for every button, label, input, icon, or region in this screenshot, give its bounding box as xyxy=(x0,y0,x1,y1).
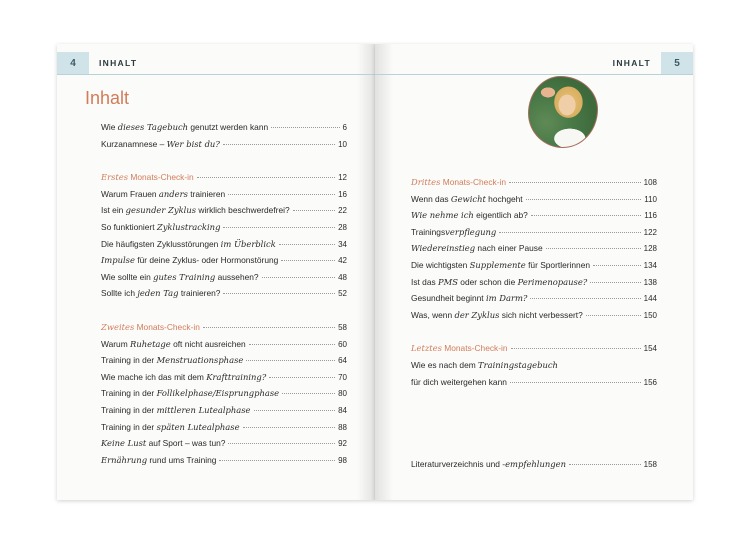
entry-script-text: Erstes xyxy=(101,172,129,183)
entry-script-text: Trainingstagebuch xyxy=(478,359,558,370)
entry-page-number: 52 xyxy=(338,289,347,299)
entry-text: Wie sollte ein xyxy=(101,271,154,282)
dot-leader xyxy=(526,199,642,200)
entry-title xyxy=(101,236,276,253)
entry-text: trainieren xyxy=(187,188,226,199)
entry-title xyxy=(101,385,279,402)
toc-entry[interactable] xyxy=(101,285,347,302)
section-gap xyxy=(101,302,347,319)
entry-text: Warum Frauen xyxy=(101,188,159,199)
toc-entry[interactable] xyxy=(101,352,347,369)
toc-entry[interactable] xyxy=(411,224,657,241)
entry-text: für dich weitergehen kann xyxy=(411,376,507,387)
dot-leader xyxy=(228,443,335,444)
entry-title xyxy=(101,452,216,469)
entry-text: hochgeht xyxy=(485,193,523,204)
toc-entry[interactable] xyxy=(101,236,347,253)
toc-entry[interactable] xyxy=(411,207,657,224)
entry-text: für deine Zyklus- oder Hormonstörung xyxy=(134,255,279,266)
entry-text: Training in der xyxy=(101,388,157,399)
entry-title xyxy=(101,186,225,203)
entry-page-number: 122 xyxy=(643,227,657,237)
entry-title xyxy=(411,357,558,374)
entry-text: Trainings xyxy=(411,226,446,237)
toc-entry[interactable] xyxy=(101,385,347,402)
entry-title xyxy=(101,119,268,136)
entry-text: für Sportlerinnen xyxy=(525,259,591,270)
toc-entry[interactable] xyxy=(101,336,347,353)
gutter-shadow xyxy=(375,44,393,500)
toc-entry[interactable] xyxy=(101,402,347,419)
toc-list xyxy=(411,174,657,390)
entry-script-text: der Zyklus xyxy=(454,309,500,320)
entry-text: So funktioniert xyxy=(101,221,157,232)
dot-leader xyxy=(593,265,641,266)
entry-script-text: Follikelphase/Eisprungphase xyxy=(156,388,280,399)
entry-title xyxy=(411,174,506,191)
left-page xyxy=(57,44,375,500)
entry-page-number: 138 xyxy=(643,277,657,287)
entry-script-text: Ruhetage xyxy=(130,338,171,349)
entry-script-text: im Überblick xyxy=(220,238,276,249)
entry-script-text: Wiedereinstieg xyxy=(411,243,476,254)
entry-script-text: Impulse xyxy=(101,255,135,266)
entry-page-number: 92 xyxy=(338,439,347,449)
dot-leader xyxy=(511,348,641,349)
entry-title xyxy=(101,319,200,336)
dot-leader xyxy=(569,464,641,465)
entry-script-text: anders xyxy=(158,188,188,199)
gutter-shadow xyxy=(357,44,375,500)
toc-section-entry[interactable] xyxy=(101,319,347,336)
dot-leader xyxy=(499,232,640,233)
entry-text: Gesundheit beginnt xyxy=(411,293,486,304)
entry-text: rund ums Training xyxy=(147,454,217,465)
entry-page-number: 58 xyxy=(338,322,347,332)
entry-title xyxy=(101,352,243,369)
entry-script-text: Letztes xyxy=(411,343,442,354)
toc-entry[interactable] xyxy=(101,452,347,469)
entry-title xyxy=(411,340,508,357)
entry-title xyxy=(101,202,290,219)
toc-entry[interactable] xyxy=(101,219,347,236)
entry-page-number: 128 xyxy=(643,244,657,254)
toc-entry[interactable] xyxy=(411,307,657,324)
dot-leader xyxy=(279,244,335,245)
entry-script-text: mittleren Lutealphase xyxy=(156,404,251,415)
entry-text: Wenn das xyxy=(411,193,451,204)
entry-title xyxy=(411,191,523,208)
section-gap xyxy=(101,152,347,169)
entry-text: Monats-Check-in xyxy=(441,343,508,354)
entry-script-text: dieses Tagebuch xyxy=(117,122,189,132)
entry-script-text: Ernährung xyxy=(101,454,148,465)
entry-text: auf Sport – was tun? xyxy=(146,438,226,449)
entry-page-number: 156 xyxy=(643,377,657,387)
entry-page-number: 158 xyxy=(643,460,657,469)
entry-title xyxy=(101,336,246,353)
toc-section-entry[interactable] xyxy=(411,174,657,191)
dot-leader xyxy=(546,248,641,249)
entry-script-text: Zyklustracking xyxy=(156,221,221,232)
entry-page-number: 34 xyxy=(338,239,347,249)
toc-entry[interactable] xyxy=(101,435,347,452)
entry-title xyxy=(101,285,220,302)
book-spread xyxy=(57,44,693,500)
entry-page-number: 22 xyxy=(338,206,347,216)
entry-script-text: verpflegung xyxy=(445,226,497,237)
toc-entry[interactable] xyxy=(411,257,657,274)
entry-text: Training in der xyxy=(101,355,157,366)
entry-script-text: Krafttraining? xyxy=(206,371,267,382)
dot-leader xyxy=(197,177,335,178)
dot-leader xyxy=(246,360,335,361)
entry-text: oder schon die xyxy=(457,276,518,287)
entry-title xyxy=(101,252,278,269)
dot-leader xyxy=(530,298,640,299)
entry-title xyxy=(411,374,507,391)
page-title: Inhalt xyxy=(85,88,130,108)
entry-text: Training in der xyxy=(101,421,157,432)
entry-text: sich nicht verbessert? xyxy=(499,309,583,320)
entry-text: Monats-Check-in xyxy=(128,172,194,183)
entry-text: Wie mache ich das mit dem xyxy=(101,371,207,382)
entry-page-number: 80 xyxy=(338,389,347,399)
toc-entry[interactable] xyxy=(101,369,347,386)
entry-title xyxy=(411,224,496,241)
entry-page-number: 10 xyxy=(338,139,347,149)
entry-script-text: Gewicht xyxy=(450,193,486,204)
toc-entry[interactable] xyxy=(411,191,657,208)
dot-leader xyxy=(586,315,641,316)
toc-entry[interactable] xyxy=(411,274,657,291)
entry-text: Die wichtigsten xyxy=(411,259,470,270)
entry-page-number: 134 xyxy=(643,260,657,270)
toc-list-final xyxy=(411,456,657,473)
entry-text: Ist das xyxy=(411,276,438,287)
dot-leader xyxy=(293,210,335,211)
dot-leader xyxy=(531,215,641,216)
toc-entry[interactable] xyxy=(101,202,347,219)
entry-title xyxy=(101,169,194,186)
entry-text: oft nicht ausreichen xyxy=(170,338,246,349)
entry-page-number: 42 xyxy=(338,256,347,266)
entry-page-number: 70 xyxy=(338,372,347,382)
dot-leader xyxy=(223,144,335,145)
entry-text: Training in der xyxy=(101,404,157,415)
entry-script-text: Keine Lust xyxy=(101,438,147,449)
page-header xyxy=(375,52,693,75)
entry-script-text: späten Lutealphase xyxy=(156,421,240,432)
toc-entry[interactable] xyxy=(101,252,347,269)
entry-text: nach einer Pause xyxy=(475,243,543,254)
dot-leader xyxy=(262,277,336,278)
entry-page-number: 110 xyxy=(644,194,657,204)
page-header xyxy=(57,52,375,75)
entry-text: aussehen? xyxy=(215,271,259,282)
entry-text: Ist ein xyxy=(101,205,126,216)
entry-text: Kurzanamnese – xyxy=(101,138,167,149)
entry-page-number: 84 xyxy=(338,405,347,415)
entry-page-number: 64 xyxy=(338,356,347,366)
toc-entry[interactable] xyxy=(101,186,347,203)
dot-leader xyxy=(509,182,641,183)
entry-title xyxy=(411,257,590,274)
toc-entry[interactable] xyxy=(101,269,347,286)
toc-entry[interactable] xyxy=(411,374,657,391)
toc-section-entry[interactable] xyxy=(411,340,657,357)
entry-script-text: Supplemente xyxy=(469,259,526,270)
entry-title xyxy=(101,435,225,452)
dot-leader xyxy=(271,127,339,128)
entry-script-text: Wer bist du? xyxy=(166,138,220,149)
toc-entry[interactable] xyxy=(411,240,657,257)
section-gap xyxy=(411,323,657,340)
dot-leader xyxy=(281,260,335,261)
dot-leader xyxy=(203,327,335,328)
entry-script-text: Wie nehme ich xyxy=(411,210,474,221)
toc-section-entry[interactable] xyxy=(101,169,347,186)
page-number: 5 xyxy=(661,52,693,74)
entry-script-text: -empfehlungen xyxy=(502,459,566,469)
entry-title xyxy=(411,307,583,324)
dot-leader xyxy=(219,460,335,461)
toc-entry[interactable] xyxy=(101,119,347,136)
entry-page-number: 144 xyxy=(643,294,657,304)
entry-page-number: 154 xyxy=(643,344,657,354)
entry-text: eigentlich ab? xyxy=(473,210,528,221)
entry-page-number: 116 xyxy=(644,211,657,221)
right-page xyxy=(375,44,693,500)
entry-script-text: Zweites xyxy=(101,321,135,332)
dot-leader xyxy=(249,344,335,345)
entry-text: genutzt werden kann xyxy=(188,122,269,132)
entry-text: Warum xyxy=(101,338,131,349)
dot-leader xyxy=(282,393,335,394)
entry-text: Die häufigsten Zyklusstörungen xyxy=(101,238,221,249)
running-head: INHALT xyxy=(99,58,138,68)
dot-leader xyxy=(223,293,335,294)
entry-text: Monats-Check-in xyxy=(440,177,507,187)
entry-page-number: 88 xyxy=(338,422,347,432)
entry-title xyxy=(101,402,251,419)
entry-page-number: 28 xyxy=(338,222,347,232)
entry-script-text: Menstruationsphase xyxy=(156,355,244,366)
entry-text: Sollte ich xyxy=(101,288,138,299)
entry-title xyxy=(101,136,220,153)
toc-entry[interactable] xyxy=(411,456,657,473)
entry-script-text: im Darm? xyxy=(485,293,528,304)
entry-page-number: 16 xyxy=(338,189,347,199)
entry-script-text: gesunder Zyklus xyxy=(125,205,197,216)
dot-leader xyxy=(228,194,335,195)
dot-leader xyxy=(243,427,336,428)
entry-title xyxy=(411,290,527,307)
entry-page-number: 12 xyxy=(338,173,347,183)
entry-page-number: 108 xyxy=(643,178,657,187)
dot-leader xyxy=(254,410,336,411)
entry-title xyxy=(411,456,566,473)
entry-script-text: PMS xyxy=(438,276,458,287)
author-photo xyxy=(529,77,597,147)
toc-list xyxy=(101,119,347,468)
toc-entry[interactable] xyxy=(101,419,347,436)
entry-script-text: Drittes xyxy=(411,177,441,187)
entry-page-number: 98 xyxy=(338,455,347,465)
entry-text: Wie xyxy=(101,122,118,132)
entry-script-text: gutes Training xyxy=(153,271,216,282)
entry-title xyxy=(101,219,220,236)
entry-title xyxy=(101,369,266,386)
entry-title xyxy=(101,269,259,286)
entry-text: Wie es nach dem xyxy=(411,359,479,370)
toc-entry[interactable] xyxy=(411,290,657,307)
entry-page-number: 6 xyxy=(342,123,347,132)
entry-title xyxy=(411,274,587,291)
toc-entry[interactable] xyxy=(411,357,657,374)
dot-leader xyxy=(590,282,640,283)
entry-script-text: jeden Tag xyxy=(137,288,179,299)
entry-text: Literaturverzeichnis und xyxy=(411,459,503,469)
entry-script-text: Perimenopause? xyxy=(517,276,588,287)
entry-text: trainieren? xyxy=(178,288,221,299)
page-number: 4 xyxy=(57,52,89,74)
entry-text: wirklich beschwerdefrei? xyxy=(196,205,290,216)
entry-title xyxy=(411,240,543,257)
dot-leader xyxy=(223,227,335,228)
entry-page-number: 60 xyxy=(338,339,347,349)
entry-title xyxy=(101,419,240,436)
dot-leader xyxy=(510,382,641,383)
entry-page-number: 48 xyxy=(338,272,347,282)
entry-page-number: 150 xyxy=(643,310,657,320)
entry-text: Monats-Check-in xyxy=(134,321,200,332)
entry-title xyxy=(411,207,528,224)
running-head: INHALT xyxy=(612,58,651,68)
entry-text: Was, wenn xyxy=(411,309,455,320)
dot-leader xyxy=(269,377,335,378)
toc-entry[interactable] xyxy=(101,136,347,153)
